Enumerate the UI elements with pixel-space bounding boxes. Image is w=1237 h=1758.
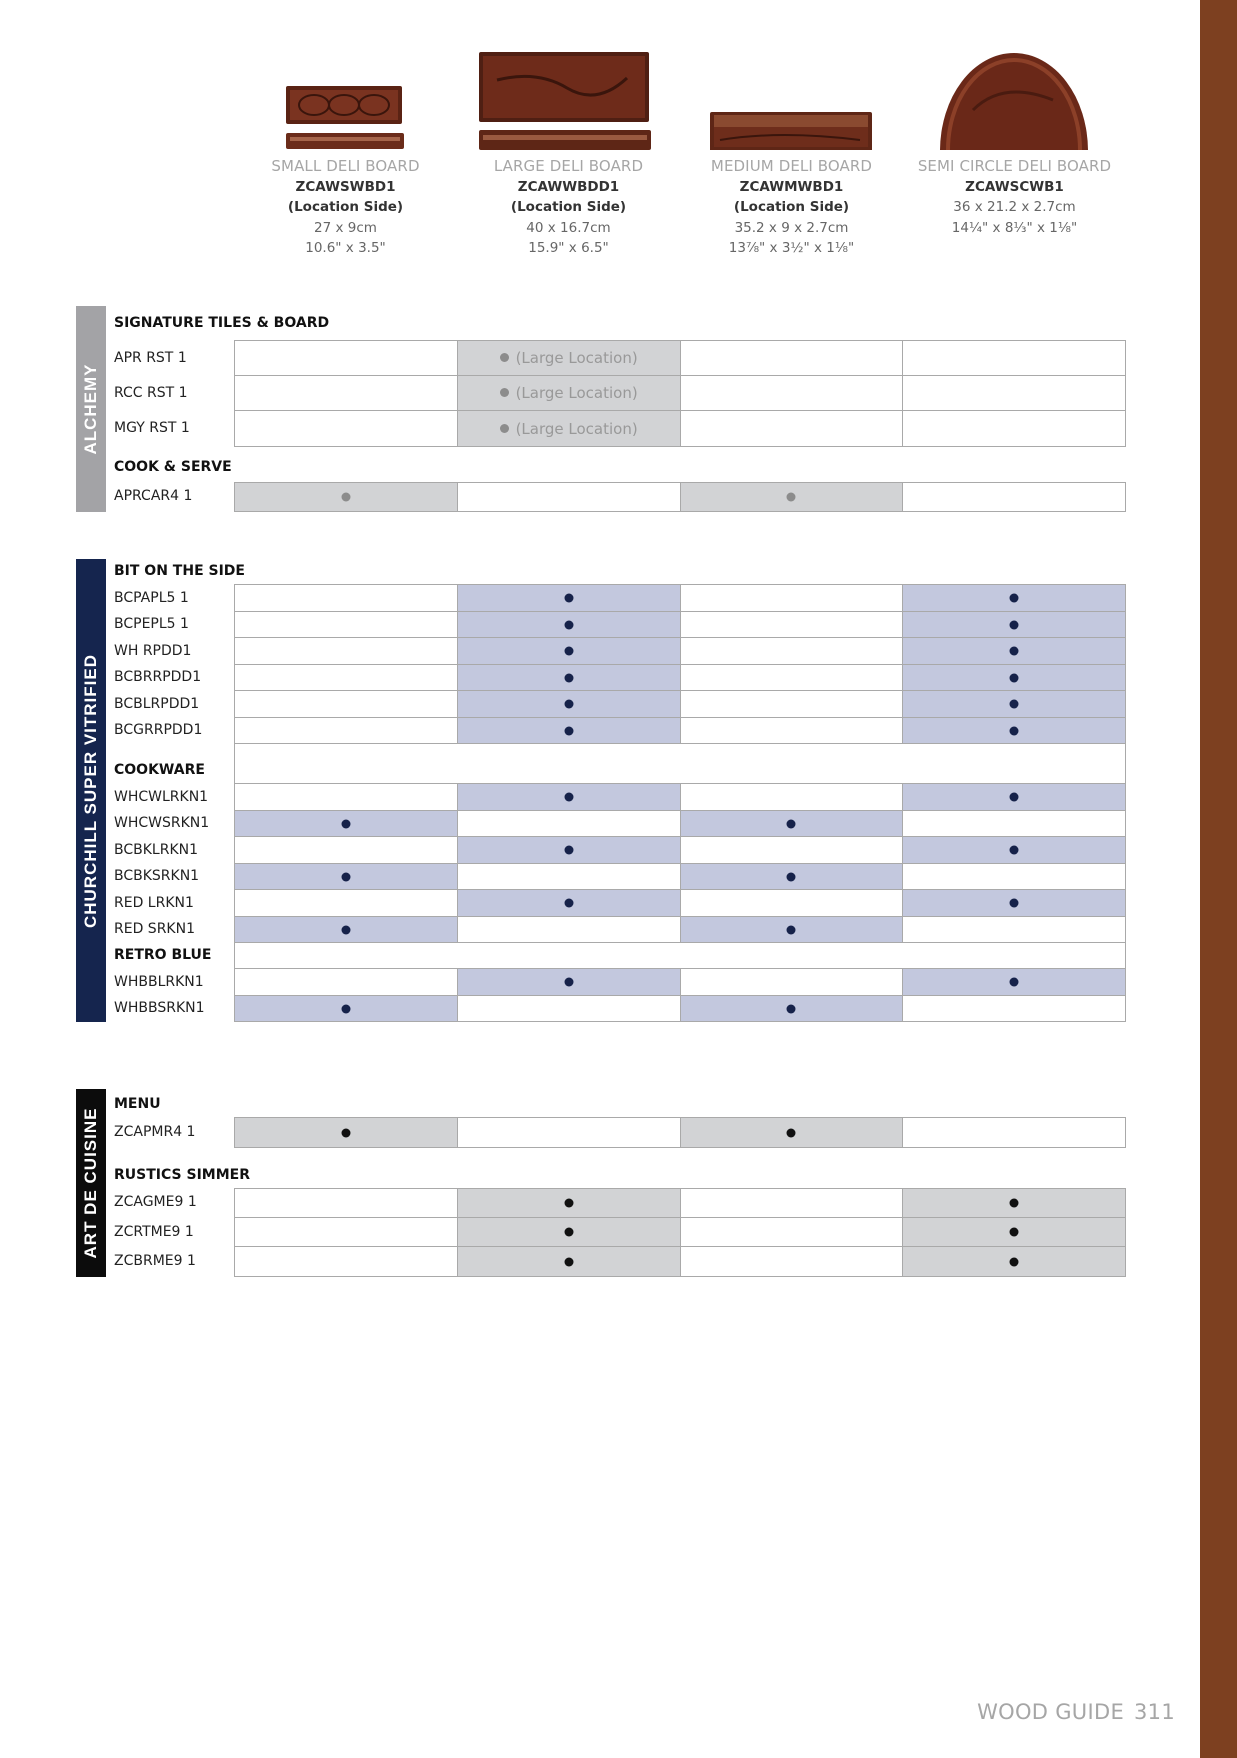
row-label: BCBKLRKN1 <box>114 842 199 858</box>
product-name: LARGE DELI BOARD <box>493 157 644 175</box>
availability-dot <box>564 647 573 656</box>
table-group-spacer <box>234 943 1126 969</box>
table-row <box>234 1218 1126 1247</box>
table-group-spacer <box>234 744 1126 784</box>
medium-deli-board-image <box>680 0 903 150</box>
group-title: BIT ON THE SIDE <box>114 563 245 579</box>
product-name: SMALL DELI BOARD <box>271 157 420 175</box>
page-number: 311 <box>1134 1700 1175 1724</box>
row-label: APR RST 1 <box>114 350 187 366</box>
availability-dot <box>500 424 509 433</box>
product-dim-metric: 27 x 9cm <box>314 219 377 236</box>
product-dim-imperial: 10.6" x 3.5" <box>305 240 386 256</box>
availability-dot <box>1010 673 1019 682</box>
row-label: ZCBRME9 1 <box>114 1253 196 1269</box>
row-label: WH RPDD1 <box>114 643 192 659</box>
product-semi-circle-deli-board <box>903 0 1126 238</box>
product-small-deli-board <box>234 0 457 259</box>
footer-title: WOOD GUIDE <box>977 1700 1125 1724</box>
row-label: WHCWLRKN1 <box>114 789 209 805</box>
row-label: ZCAPMR4 1 <box>114 1124 196 1140</box>
row-label: RED LRKN1 <box>114 895 194 911</box>
product-dim-metric: 36 x 21.2 x 2.7cm <box>953 199 1076 215</box>
availability-dot <box>1010 1228 1019 1237</box>
row-label: BCBRRPDD1 <box>114 669 202 685</box>
table-row <box>234 340 1126 376</box>
row-label: BCGRRPDD1 <box>114 722 203 738</box>
table-row <box>234 837 1126 864</box>
section-label-art-de-cuisine: ART DE CUISINE <box>76 1089 106 1277</box>
group-title: COOKWARE <box>114 762 205 778</box>
product-side: (Location Side) <box>733 199 850 215</box>
table-row <box>234 638 1126 665</box>
availability-dot <box>341 1004 350 1013</box>
row-label: APRCAR4 1 <box>114 488 193 504</box>
table-row <box>234 376 1126 411</box>
availability-dot <box>564 978 573 987</box>
availability-dot <box>341 872 350 881</box>
table-row <box>234 1247 1126 1277</box>
row-label: RED SRKN1 <box>114 921 195 937</box>
availability-dot <box>1010 846 1019 855</box>
table-row <box>234 482 1126 512</box>
group-title: SIGNATURE TILES & BOARD <box>114 315 330 331</box>
row-label: MGY RST 1 <box>114 420 190 436</box>
table-row <box>234 718 1126 744</box>
availability-dot <box>500 388 509 397</box>
row-label: BCBLRPDD1 <box>114 696 200 712</box>
table-row <box>234 890 1126 917</box>
availability-dot <box>1010 1199 1019 1208</box>
availability-dot <box>1010 647 1019 656</box>
table-row <box>234 691 1126 718</box>
product-dim-metric: 35.2 x 9 x 2.7cm <box>734 219 849 236</box>
table-row <box>234 665 1126 691</box>
table-row <box>234 1188 1126 1218</box>
availability-dot <box>564 1228 573 1237</box>
table-row <box>234 864 1126 890</box>
group-title: RUSTICS SIMMER <box>114 1167 250 1183</box>
table-row <box>234 1117 1126 1148</box>
table-row <box>234 811 1126 837</box>
availability-dot <box>1010 594 1019 603</box>
row-label: WHBBSRKN1 <box>114 1000 205 1016</box>
row-label: BCBKSRKN1 <box>114 868 200 884</box>
availability-dot <box>564 793 573 802</box>
availability-dot <box>564 1199 573 1208</box>
product-name: SEMI CIRCLE DELI BOARD <box>917 157 1112 175</box>
product-code: ZCAWSWBD1 <box>295 178 396 195</box>
availability-dot <box>1010 978 1019 987</box>
availability-dot <box>341 925 350 934</box>
table-row <box>234 784 1126 811</box>
section-label-churchill-super-vitrified: CHURCHILL SUPER VITRIFIED <box>76 559 106 1022</box>
table-row <box>234 996 1126 1022</box>
availability-dot <box>1010 726 1019 735</box>
row-label: RCC RST 1 <box>114 385 188 401</box>
table-row <box>234 917 1126 943</box>
availability-dot <box>564 846 573 855</box>
product-large-deli-board <box>457 0 680 259</box>
large-location-note: (Large Location) <box>458 420 680 438</box>
product-side: (Location Side) <box>510 199 627 215</box>
availability-dot <box>1010 700 1019 709</box>
availability-dot <box>341 493 350 502</box>
table-row <box>234 612 1126 638</box>
availability-dot <box>564 726 573 735</box>
availability-dot <box>564 620 573 629</box>
row-label: ZCRTME9 1 <box>114 1224 194 1240</box>
row-label: BCPAPL5 1 <box>114 590 189 606</box>
group-title: RETRO BLUE <box>114 947 212 963</box>
row-label: ZCAGME9 1 <box>114 1194 197 1210</box>
row-label: WHBBLRKN1 <box>114 974 204 990</box>
page-footer <box>977 1700 1175 1724</box>
table-row <box>234 584 1126 612</box>
product-dim-imperial: 13⅞" x 3½" x 1⅛" <box>728 240 855 256</box>
availability-dot <box>341 819 350 828</box>
table-row <box>234 969 1126 996</box>
availability-dot <box>787 925 796 934</box>
large-location-note: (Large Location) <box>458 384 680 402</box>
availability-dot <box>1010 620 1019 629</box>
product-dim-imperial: 15.9" x 6.5" <box>528 240 609 256</box>
availability-dot <box>564 1257 573 1266</box>
group-title: MENU <box>114 1096 161 1112</box>
semi-circle-deli-board-image <box>903 0 1126 150</box>
availability-dot <box>787 1004 796 1013</box>
large-location-note: (Large Location) <box>458 349 680 367</box>
group-title: COOK & SERVE <box>114 459 232 475</box>
availability-dot <box>787 819 796 828</box>
availability-dot <box>1010 899 1019 908</box>
small-deli-board-image <box>234 0 457 150</box>
row-label: WHCWSRKN1 <box>114 815 210 831</box>
product-dim-imperial: 14¼" x 8⅓" x 1⅛" <box>951 219 1078 236</box>
product-code: ZCAWWBDD1 <box>517 178 620 195</box>
section-label-alchemy: ALCHEMY <box>76 306 106 512</box>
availability-dot <box>341 1128 350 1137</box>
product-code: ZCAWSCWB1 <box>965 178 1064 195</box>
brown-edge-bar <box>1200 0 1237 1758</box>
product-dim-metric: 40 x 16.7cm <box>526 219 611 236</box>
large-deli-board-image <box>457 0 680 150</box>
availability-dot <box>564 594 573 603</box>
availability-dot <box>564 700 573 709</box>
availability-dot <box>500 353 509 362</box>
availability-dot <box>787 872 796 881</box>
table-row <box>234 411 1126 447</box>
availability-dot <box>787 493 796 502</box>
product-name: MEDIUM DELI BOARD <box>710 157 873 175</box>
availability-dot <box>564 673 573 682</box>
availability-dot <box>1010 1257 1019 1266</box>
product-code: ZCAWMWBD1 <box>739 178 844 195</box>
availability-dot <box>564 899 573 908</box>
product-side: (Location Side) <box>287 199 404 215</box>
product-medium-deli-board <box>680 0 903 259</box>
row-label: BCPEPL5 1 <box>114 616 189 632</box>
availability-dot <box>787 1128 796 1137</box>
availability-dot <box>1010 793 1019 802</box>
